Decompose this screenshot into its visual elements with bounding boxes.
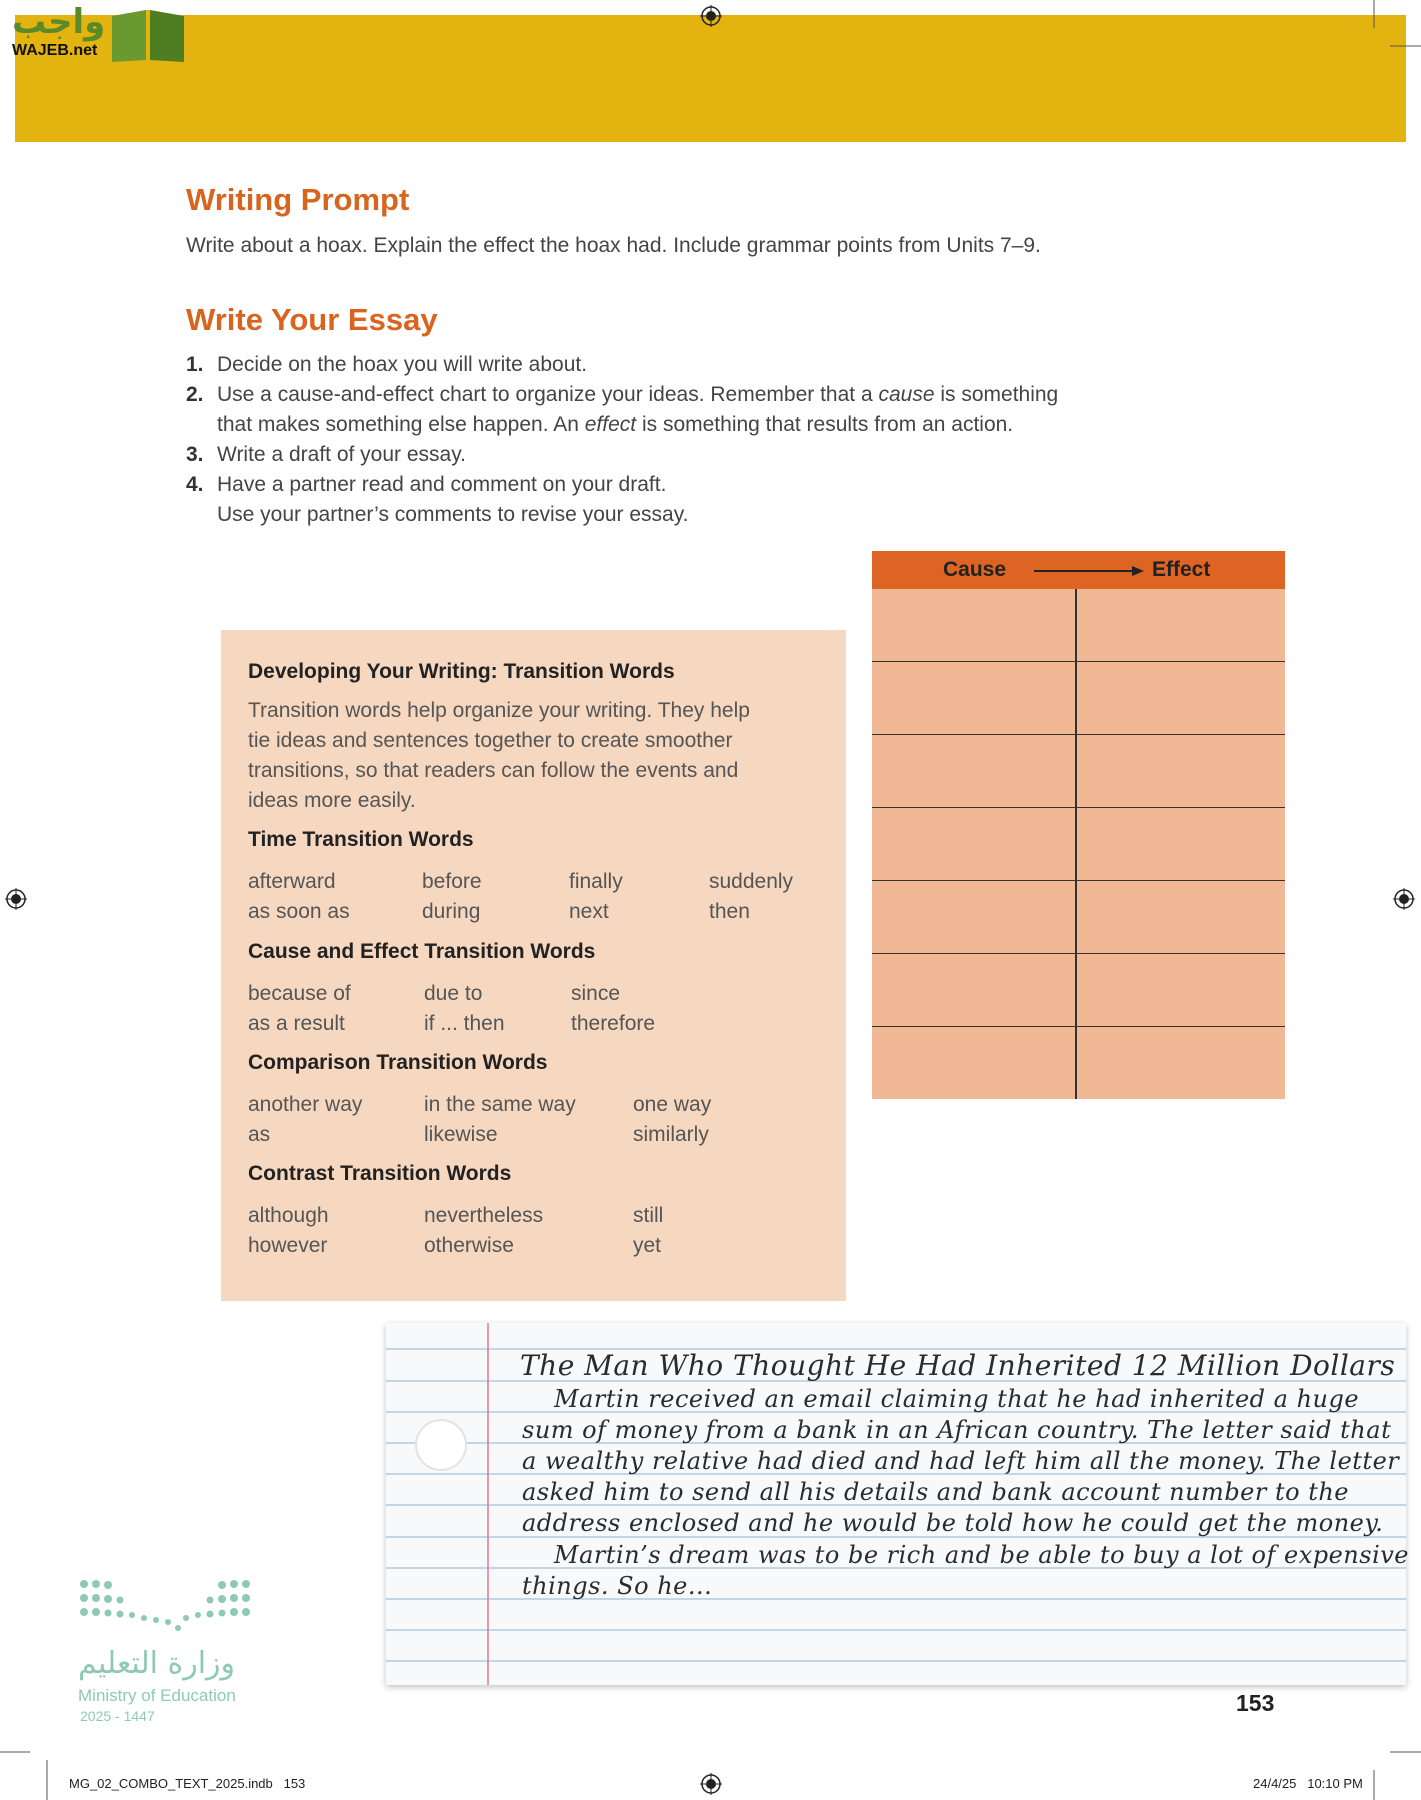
cause-word: if ... then — [424, 1012, 505, 1035]
chart-row[interactable] — [872, 1027, 1285, 1099]
step-text: Use a cause-and-effect chart to organize your ideas. Remember that a — [217, 383, 879, 406]
list-item — [186, 470, 1086, 530]
essay-steps — [186, 350, 1086, 530]
comparison-word: another way — [248, 1093, 363, 1116]
step-text: that makes something else happen. An — [217, 413, 585, 436]
emphasis-cause: cause — [878, 383, 935, 406]
chart-row[interactable] — [872, 881, 1285, 954]
step-text: is something — [934, 383, 1059, 406]
time-word: as soon as — [248, 900, 350, 923]
time-words-title: Time Transition Words — [248, 828, 474, 851]
ministry-dots-icon — [78, 1578, 253, 1634]
arrow-right-icon — [1034, 565, 1144, 577]
transition-words-box — [221, 630, 846, 1301]
page-number: 153 — [1236, 1690, 1275, 1716]
intro-line: Transition words help organize your writing. They help — [248, 699, 750, 722]
list-item — [186, 380, 1086, 440]
contrast-word: however — [248, 1234, 328, 1257]
intro-line: tie ideas and sentences together to create smoother — [248, 729, 733, 752]
chart-row[interactable] — [872, 589, 1285, 662]
step-number: 2. — [186, 383, 204, 406]
chart-row[interactable] — [872, 735, 1285, 808]
step-text: Write a draft of your essay. — [217, 443, 466, 466]
comparison-word: as — [248, 1123, 271, 1146]
transition-box-title: Developing Your Writing: Transition Words — [248, 660, 675, 683]
step-number: 4. — [186, 473, 204, 496]
comparison-word: one way — [633, 1093, 712, 1116]
cause-word: because of — [248, 982, 351, 1005]
chart-row[interactable] — [872, 808, 1285, 881]
contrast-word: yet — [633, 1234, 662, 1257]
registration-mark-icon — [5, 888, 27, 910]
comparison-word: likewise — [424, 1123, 498, 1146]
essay-line: Martin’s dream was to be rich and be able to buy a lot of expensive — [554, 1541, 1410, 1569]
essay-line: asked him to send all his details and bank account number to the — [522, 1478, 1350, 1506]
footer-date: 24/4/25 10:10 PM — [1253, 1776, 1363, 1791]
chart-effect-label: Effect — [1152, 558, 1211, 581]
comparison-word: similarly — [633, 1123, 709, 1146]
cause-word: due to — [424, 982, 483, 1005]
contrast-words-title: Contrast Transition Words — [248, 1162, 512, 1185]
step-number: 1. — [186, 353, 204, 376]
time-word: afterward — [248, 870, 336, 893]
comparison-word: in the same way — [424, 1093, 576, 1116]
time-word: then — [709, 900, 750, 923]
logo-arabic: واجب — [12, 2, 106, 42]
time-word: before — [422, 870, 482, 893]
chart-row[interactable] — [872, 662, 1285, 735]
registration-mark-icon — [700, 5, 722, 27]
step-number: 3. — [186, 443, 204, 466]
essay-line: sum of money from a bank in an African country. The letter said that — [522, 1416, 1392, 1444]
cause-effect-chart — [872, 551, 1285, 1099]
contrast-word: otherwise — [424, 1234, 514, 1257]
time-word: suddenly — [709, 870, 794, 893]
ministry-english: Ministry of Education — [78, 1686, 236, 1705]
contrast-word: although — [248, 1204, 329, 1227]
essay-line: address enclosed and he would be told how he could get the money. — [522, 1509, 1384, 1537]
notebook-paper — [386, 1323, 1410, 1685]
registration-mark-icon — [1393, 888, 1415, 910]
cause-effect-words-title: Cause and Effect Transition Words — [248, 940, 596, 963]
logo-latin: WAJEB.net — [12, 42, 98, 59]
chart-header — [872, 551, 1285, 589]
ministry-arabic: وزارة التعليم — [78, 1646, 236, 1681]
step-text: is something that results from an action. — [636, 413, 1014, 436]
writing-prompt-text: Write about a hoax. Explain the effect the hoax had. Include grammar points from Units 7–9. — [186, 234, 1041, 257]
writing-prompt-heading: Writing Prompt — [186, 182, 410, 217]
emphasis-effect: effect — [584, 413, 637, 436]
essay-line: a wealthy relative had died and had left him all the money. The letter — [522, 1447, 1400, 1475]
essay-title: The Man Who Thought He Had Inherited 12 Million Dollars — [520, 1349, 1396, 1382]
registration-mark-icon — [700, 1773, 722, 1795]
intro-line: transitions, so that readers can follow the events and — [248, 759, 739, 782]
contrast-word: still — [633, 1204, 664, 1227]
list-item — [186, 440, 1086, 470]
comparison-words-title: Comparison Transition Words — [248, 1051, 548, 1074]
ministry-year: 2025 - 1447 — [80, 1708, 155, 1724]
step-text: Have a partner read and comment on your draft. — [217, 473, 667, 496]
contrast-word: nevertheless — [424, 1204, 544, 1227]
write-essay-heading: Write Your Essay — [186, 302, 438, 337]
essay-line: things. So he... — [522, 1572, 713, 1600]
footer-file: MG_02_COMBO_TEXT_2025.indb 153 — [69, 1776, 306, 1791]
intro-line: ideas more easily. — [248, 789, 416, 812]
time-word: next — [569, 900, 609, 923]
list-item — [186, 350, 1086, 380]
cause-word: as a result — [248, 1012, 345, 1035]
step-text: Decide on the hoax you will write about. — [217, 353, 588, 376]
cause-word: since — [571, 982, 621, 1005]
essay-line: Martin received an email claiming that he had inherited a huge — [554, 1385, 1360, 1413]
step-text: Use your partner’s comments to revise your essay. — [217, 503, 689, 526]
book-logo-icon — [108, 6, 188, 64]
transition-box-intro — [248, 696, 750, 816]
time-word: during — [422, 900, 481, 923]
chart-row[interactable] — [872, 954, 1285, 1027]
chart-cause-label: Cause — [943, 558, 1007, 581]
time-word: finally — [569, 870, 623, 893]
cause-word: therefore — [571, 1012, 656, 1035]
